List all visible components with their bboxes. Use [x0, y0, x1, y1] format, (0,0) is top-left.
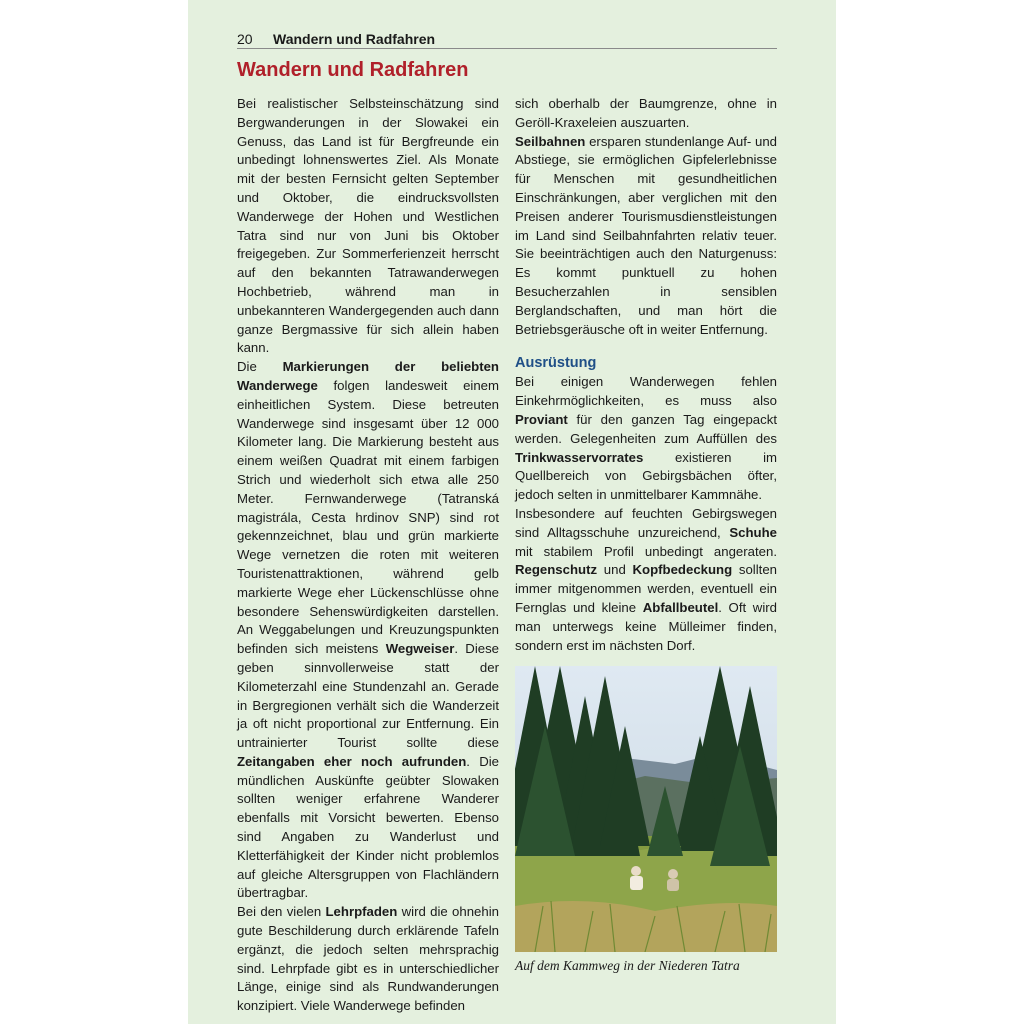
left-column	[237, 95, 499, 1016]
running-head	[237, 30, 777, 49]
photo-forest-ridge	[515, 666, 777, 952]
page-number: 20	[237, 31, 253, 47]
paragraph-schuhe: Insbesondere auf feuchten Gebirgswegen sind Alltagsschuhe unzureichend, Schuhe mit stabilem Profil unbedingt angeraten. Regenschutz und Kopfbedeckung sollten immer mitgenommen werden, eventuell ein Fernglas und kleine Abfallbeutel. Oft wird man unterwegs keine Mülleimer finden, sondern erst im nächsten Dorf.	[515, 505, 777, 653]
photo-caption: Auf dem Kammweg in der Niederen Tatra	[515, 958, 740, 973]
chapter-title: Wandern und Radfahren	[237, 59, 469, 81]
subheading-ausruestung: Ausrüstung	[515, 355, 597, 372]
paragraph-proviant: Bei einigen Wanderwegen fehlen Einkehrmöglichkeiten, es muss also Proviant für den ganzen Tag eingepackt werden. Gelegenheiten zum Auffüllen des Trinkwasservorrates existieren im Quellbereich von Gebirgsbächen öfter, jedoch selten in unmittelbarer Kammnähe.	[515, 374, 777, 503]
paragraph-seilbahnen: Seilbahnen ersparen stundenlange Auf- und Abstiege, sie ermöglichen Gipfelerlebnisse für Menschen mit gesundheitlichen Einschränkungen, aber verglichen mit den Preisen anderer Tourismusdienstleistungen im Land sind Seilbahnfahrten relativ teuer. Sie beeinträchtigen auch den Naturgenuss: Es kommt punktuell zu hohen Besucherzahlen in sensiblen Berglandschaften, und man hört die Betriebsgeräusche oft in weiter Entfernung.	[515, 133, 777, 337]
paragraph-lehrpfade: Bei den vielen Lehrpfaden wird die ohnehin gute Beschilderung durch erklärende Tafeln ergänzt, die jedoch selten mehrsprachig sind. Lehrpfade gibt es in unterschiedlicher Länge, einige sind als Rundwanderungen konzipiert. Viele Wanderwege befinden	[237, 904, 499, 1014]
paragraph-intro: Bei realistischer Selbsteinschätzung sind Bergwanderungen in der Slowakei ein Genuss, das Land ist für Bergfreunde ein unbedingt lohnenswertes Ziel. Als Monate mit der besten Fernsicht gelten September und Oktober, die eindrucksvollsten Wanderwege der Hohen und Westlichen Tatra sind nur von Juni bis Oktober freigegeben. Zur Sommerferienzeit herrscht auf den bekannten Tatrawanderwegen Hochbetrieb, während man in unbekannteren Wandergegenden auch dann ganze Bergmassive für sich allein haben kann.	[237, 96, 499, 356]
running-head-section: Wandern und Radfahren	[273, 31, 436, 47]
paragraph-markierungen: Die Markierungen der beliebten Wanderwege folgen landesweit einem einheitlichen System. Diese betreuten Wanderwege sind insgesamt über 12 000 Kilometer lang. Die Markierung besteht aus einem weißen Quadrat mit einem farbigen Strich und wiederholt sich etwa alle 250 Meter. Fernwanderwege (Tatranská magistrála, Cesta hrdinov SNP) sind rot gekennzeichnet, blau und grün markierte Wege vernetzen die roten mit weiteren Touristenattraktionen, während gelb markierte Wege eher Lückenschlüsse ohne besondere Sehenswürdigkeiten darstellen. An Weggabelungen und Kreuzungspunkten befinden sich meistens Wegweiser. Diese geben sinnvollerweise statt der Kilometerzahl eine Stundenzahl an. Gerade in Bergregionen verhält sich die Wanderzeit ja oft nicht proportional zur Entfernung. Ein untrainierter Tourist sollte diese Zeitangaben eher noch aufrunden. Die mündlichen Auskünfte geübter Slowaken sollten weniger erfahrene Wanderer ebenfalls mit Vorsicht bewerten. Ebenso sind Angaben zu Wanderlust und Kletterfähigkeit der Kinder nicht problemlos auf gleiche Altersgruppen von Flachländern übertragbar.	[237, 359, 500, 901]
paragraph-baumgrenze: sich oberhalb der Baumgrenze, ohne in Geröll-Kraxeleien auszuarten.	[515, 96, 777, 130]
right-column	[515, 95, 777, 655]
